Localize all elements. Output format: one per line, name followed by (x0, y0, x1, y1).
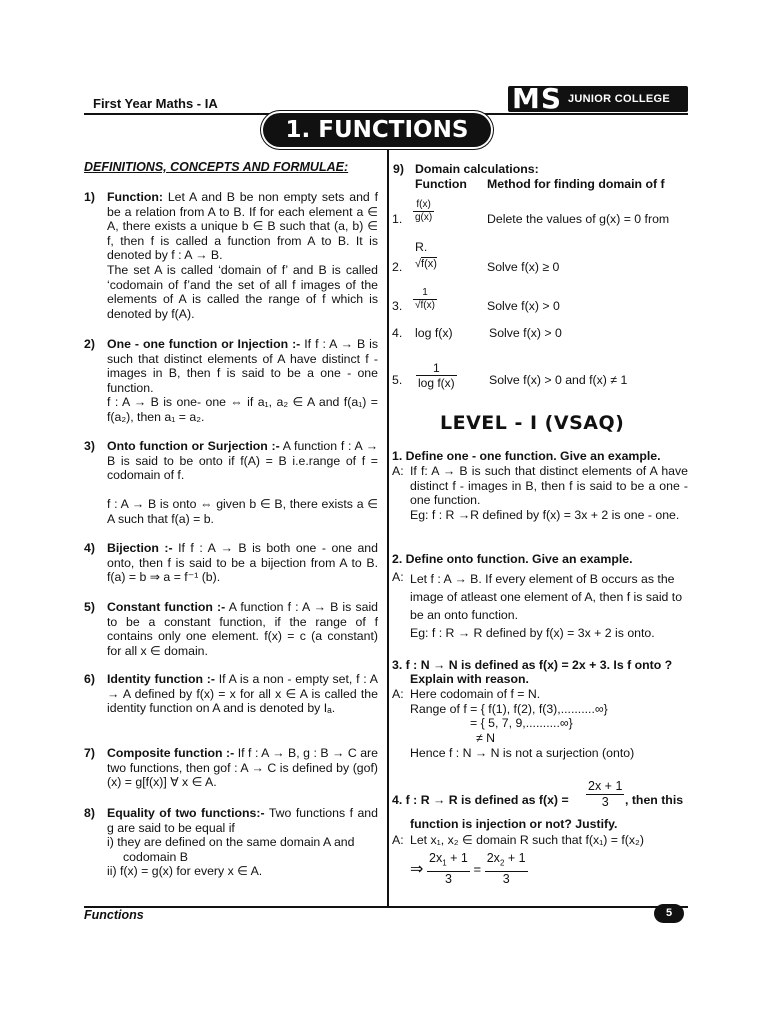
q9-title: Domain calculations: (415, 162, 539, 176)
logo-subtitle: JUNIOR COLLEGE (568, 93, 670, 105)
answer-2: Let f : A → B. If every element of B occurs as the image of atleast one element of A, then f is said to be an onto function. Eg: f : R → R defined by f(x) = 3x + 2 is onto. (410, 572, 683, 640)
q9-number: 9) (393, 162, 404, 176)
definition-injection: 2) One - one function or Injection :- If f : A → B is such that distinct elements of A have distinct f - images in B, then f is said to be a one - one function. f : A → B is one- one ⇔ if a₁, a₂ ∈ A and f(a₁) = f(a₂), then a₁ = a₂. (84, 337, 379, 424)
row-number: 4. (392, 326, 403, 340)
footer-rule (84, 906, 688, 908)
row-method-cont: R. (415, 240, 428, 254)
page-number: 5 (654, 904, 684, 923)
row-number: 3. (392, 299, 403, 313)
question-3: 3. f : N → N is defined as f(x) = 2x + 3. Is f onto ? (392, 658, 673, 672)
level-heading: LEVEL - I (VSAQ) (440, 412, 625, 434)
footer-label: Functions (84, 908, 144, 922)
row-number: 2. (392, 260, 403, 274)
sqrt-fx: √f(x) (415, 258, 437, 270)
question-2: 2. Define onto function. Give an example. (392, 552, 633, 566)
question-1: 1. Define one - one function. Give an example. (392, 449, 661, 463)
question-3-cont: Explain with reason. (410, 672, 529, 686)
answer-1: If f: A → B is such that distinct elements of A have distinct f - images in B, then f is said to be a one - one function. Eg: f : R →R defined by f(x) = 3x + 2 is one - one. (410, 464, 688, 522)
q9-col-function: Function (415, 177, 467, 191)
running-header: First Year Maths - IA (93, 96, 218, 111)
fraction-one-over-logfx: $\frac{1}{\text{log f(x)}}$ (418, 361, 455, 390)
question-4: 4. f : R → R is defined as f(x) = (392, 793, 569, 807)
row-number: 1. (392, 212, 403, 226)
answer-marker: A: (392, 833, 404, 847)
equation-line: ⇒ $\frac{2x_1 + 1}{3}$ = $\frac{2x_2 + 1}{3}$ (410, 851, 526, 886)
answer-4: Let x₁, x₂ ∈ domain R such that f(x₁) = f(x₂) (410, 833, 644, 847)
q9-col-method: Method for finding domain of f (487, 177, 665, 191)
column-divider (387, 150, 389, 906)
definition-constant: 5) Constant function :- A function f : A → B is said to be a constant function, if the range of f contains only one element. f(x) = c (a constant) for all x ∈ domain. (84, 600, 379, 658)
definition-function: 1) Function: Let A and B be non empty sets and f be a relation from A to B. If for each element a ∈ A, there exists a unique b ∈ B such that (a, b) ∈ f, then f is called a function from A to B. It is denoted by f : A → B. The set A is called ‘domain of f’ and B is called ‘codomain of f’and the set of all f images of the elements of A is called the range of f which is denoted by f(A). (84, 190, 378, 321)
answer-3-line1: Here codomain of f = N. (410, 687, 541, 701)
row-method: Solve f(x) ≥ 0 (487, 260, 560, 274)
row-method: Delete the values of g(x) = 0 from (487, 212, 670, 226)
answer-marker: A: (392, 570, 404, 584)
chapter-title: 1. FUNCTIONS (285, 117, 469, 143)
answer-3-line3: = { 5, 7, 9,..........∞} (470, 716, 573, 730)
logo-ms: MS (512, 82, 563, 115)
definition-surjection: 3) Onto function or Surjection :- A function f : A → B is said to be onto if f(A) = B i.e.range of f = codomain of f. f : A → B is onto ⇔ given b ∈ B, there exists a ∈ A such that f(a) = b. (84, 439, 378, 526)
fraction-fx-over-gx: $\frac{f(x)}{g(x)}$ (415, 199, 433, 223)
definition-bijection: 4) Bijection :- If f : A → B is both one - one and onto, then f is said to be a bijection from A to B. f(a) = b ⇒ a = f⁻¹ (b). (84, 541, 378, 585)
answer-marker: A: (392, 687, 404, 701)
definition-composite: 7) Composite function :- If f : A → B, g : B → C are two functions, then gof : A → C is defined by (gof) (x) = g[f(x)] ∀ x ∈ A. (84, 746, 378, 790)
definition-equality: 8) Equality of two functions:- Two functions f and g are said to be equal if i) they are defined on the same domain A and codomain B ii) f(x) = g(x) for every x ∈ A. (84, 806, 378, 879)
row-function: log f(x) (415, 326, 453, 340)
row-number: 5. (392, 373, 403, 387)
question-4-tail: , then this (625, 793, 684, 807)
fraction-2x-plus-1-over-3: $\frac{2x + 1}{3}$ (588, 779, 623, 809)
section-heading: DEFINITIONS, CONCEPTS AND FORMULAE: (84, 160, 349, 174)
question-4-cont: function is injection or not? Justify. (410, 817, 618, 831)
row-method: Solve f(x) > 0 (489, 326, 562, 340)
fraction-one-over-sqrt-fx: $\frac{1}{√f(x)}$ (415, 287, 435, 311)
answer-3-line2: Range of f = { f(1), f(2), f(3),..........∞} (410, 702, 608, 716)
row-method: Solve f(x) > 0 (487, 299, 560, 313)
answer-marker: A: (392, 464, 404, 478)
answer-3-line4: ≠ N (476, 731, 496, 745)
definition-identity: 6) Identity function :- If A is a non - empty set, f : A → A defined by f(x) = x for all x ∈ A is called the identity function on A and is denoted by Iₐ. (84, 672, 378, 716)
answer-3-line5: Hence f : N → N is not a surjection (onto) (410, 746, 635, 760)
row-method: Solve f(x) > 0 and f(x) ≠ 1 (489, 373, 628, 387)
